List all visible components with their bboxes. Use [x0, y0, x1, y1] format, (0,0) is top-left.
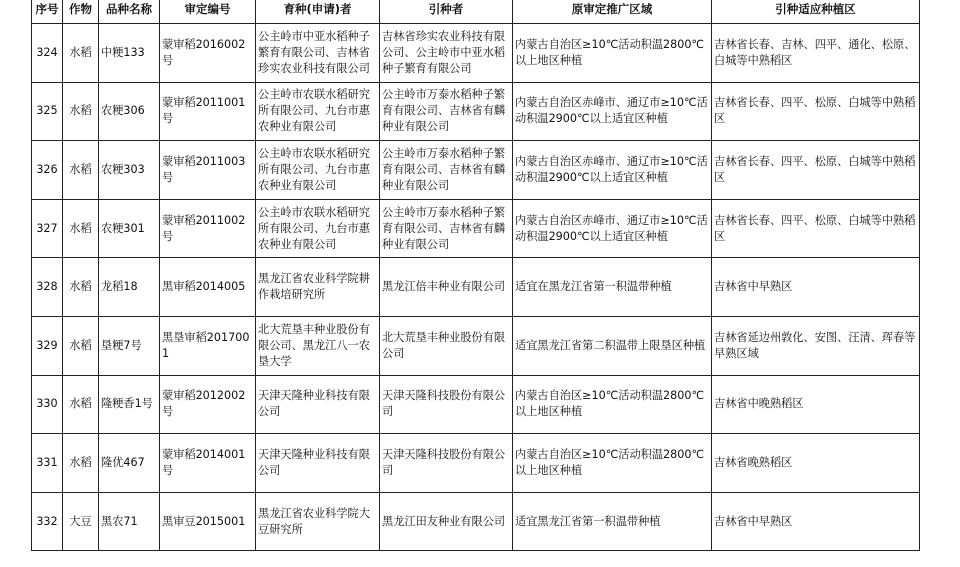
cell-original-region: 内蒙古自治区赤峰市、通辽市≥10℃活动积温2900℃以上适宜区种植	[513, 141, 712, 200]
header-approval: 审定编号	[160, 0, 256, 24]
cell-approval: 蒙审稻2011003号	[160, 141, 256, 200]
cell-adapted-region: 吉林省延边州敦化、安图、汪清、珲春等早熟区域	[712, 316, 920, 375]
cell-introducer: 吉林省珍实农业科技有限公司、公主岭市中亚水稻种子繁育有限公司	[380, 24, 513, 83]
table-row	[32, 434, 920, 493]
cell-crop: 大豆	[63, 492, 99, 551]
header-introducer: 引种者	[380, 0, 513, 24]
table-header-row	[32, 0, 920, 24]
cell-adapted-region: 吉林省长春、四平、松原、白城等中熟稻区	[712, 141, 920, 200]
cell-approval: 蒙审稻2011002号	[160, 199, 256, 258]
cell-introducer: 北大荒垦丰种业股份有限公司	[380, 316, 513, 375]
cell-breeder: 公主岭市中亚水稻种子繁育有限公司、吉林省珍实农业科技有限公司	[256, 24, 380, 83]
cell-crop: 水稻	[63, 316, 99, 375]
cell-original-region: 内蒙古自治区赤峰市、通辽市≥10℃活动积温2900℃以上适宜区种植	[513, 82, 712, 141]
cell-variety: 农粳303	[99, 141, 160, 200]
variety-table	[31, 0, 920, 551]
cell-adapted-region: 吉林省中早熟区	[712, 492, 920, 551]
cell-introducer: 黑龙江田友种业有限公司	[380, 492, 513, 551]
cell-approval: 蒙审稻2012002号	[160, 375, 256, 434]
cell-original-region: 内蒙古自治区≥10℃活动积温2800℃以上地区种植	[513, 24, 712, 83]
cell-variety: 隆优467	[99, 434, 160, 493]
cell-original-region: 内蒙古自治区≥10℃活动积温2800℃以上地区种植	[513, 375, 712, 434]
cell-introducer: 公主岭市万泰水稻种子繁育有限公司、吉林省有麟种业有限公司	[380, 199, 513, 258]
cell-introducer: 公主岭市万泰水稻种子繁育有限公司、吉林省有麟种业有限公司	[380, 141, 513, 200]
cell-crop: 水稻	[63, 141, 99, 200]
table-row	[32, 375, 920, 434]
cell-variety: 农粳306	[99, 82, 160, 141]
header-breeder: 育种(申请)者	[256, 0, 380, 24]
cell-crop: 水稻	[63, 82, 99, 141]
cell-no: 324	[32, 24, 63, 83]
cell-variety: 垦粳7号	[99, 316, 160, 375]
cell-adapted-region: 吉林省晚熟稻区	[712, 434, 920, 493]
cell-adapted-region: 吉林省长春、吉林、四平、通化、松原、白城等中熟稻区	[712, 24, 920, 83]
cell-variety: 龙稻18	[99, 258, 160, 317]
cell-approval: 黑垦审稻2017001	[160, 316, 256, 375]
cell-approval: 蒙审稻2016002号	[160, 24, 256, 83]
cell-variety: 农粳301	[99, 199, 160, 258]
cell-no: 327	[32, 199, 63, 258]
table-row	[32, 258, 920, 317]
cell-breeder: 公主岭市农联水稻研究所有限公司、九台市惠农种业有限公司	[256, 141, 380, 200]
cell-adapted-region: 吉林省中晚熟稻区	[712, 375, 920, 434]
cell-approval: 黑审稻2014005	[160, 258, 256, 317]
cell-introducer: 天津天隆科技股份有限公司	[380, 375, 513, 434]
cell-crop: 水稻	[63, 258, 99, 317]
cell-adapted-region: 吉林省中早熟区	[712, 258, 920, 317]
cell-crop: 水稻	[63, 24, 99, 83]
cell-breeder: 天津天隆种业科技有限公司	[256, 375, 380, 434]
cell-adapted-region: 吉林省长春、四平、松原、白城等中熟稻区	[712, 199, 920, 258]
cell-introducer: 公主岭市万泰水稻种子繁育有限公司、吉林省有麟种业有限公司	[380, 82, 513, 141]
cell-crop: 水稻	[63, 434, 99, 493]
cell-breeder: 北大荒垦丰种业股份有限公司、黑龙江八一农垦大学	[256, 316, 380, 375]
cell-original-region: 适宜黑龙江省第一积温带种植	[513, 492, 712, 551]
cell-breeder: 公主岭市农联水稻研究所有限公司、九台市惠农种业有限公司	[256, 82, 380, 141]
cell-variety: 隆粳香1号	[99, 375, 160, 434]
cell-approval: 黑审豆2015001	[160, 492, 256, 551]
cell-variety: 中粳133	[99, 24, 160, 83]
table-row	[32, 199, 920, 258]
cell-original-region: 适宜在黑龙江省第一积温带种植	[513, 258, 712, 317]
cell-no: 325	[32, 82, 63, 141]
cell-no: 328	[32, 258, 63, 317]
header-no: 序号	[32, 0, 63, 24]
cell-original-region: 内蒙古自治区≥10℃活动积温2800℃以上地区种植	[513, 434, 712, 493]
cell-no: 326	[32, 141, 63, 200]
table-row	[32, 492, 920, 551]
cell-original-region: 适宜黑龙江省第二积温带上限垦区种植	[513, 316, 712, 375]
cell-variety: 黑农71	[99, 492, 160, 551]
cell-no: 329	[32, 316, 63, 375]
cell-approval: 蒙审稻2014001号	[160, 434, 256, 493]
cell-breeder: 黑龙江省农业科学院大豆研究所	[256, 492, 380, 551]
cell-no: 331	[32, 434, 63, 493]
header-original-region: 原审定推广区域	[513, 0, 712, 24]
table-row	[32, 24, 920, 83]
header-crop: 作物	[63, 0, 99, 24]
cell-crop: 水稻	[63, 199, 99, 258]
cell-adapted-region: 吉林省长春、四平、松原、白城等中熟稻区	[712, 82, 920, 141]
cell-breeder: 天津天隆种业科技有限公司	[256, 434, 380, 493]
table-row	[32, 82, 920, 141]
cell-breeder: 公主岭市农联水稻研究所有限公司、九台市惠农种业有限公司	[256, 199, 380, 258]
cell-approval: 蒙审稻2011001号	[160, 82, 256, 141]
header-variety: 品种名称	[99, 0, 160, 24]
cell-introducer: 黑龙江倍丰种业有限公司	[380, 258, 513, 317]
table-row	[32, 316, 920, 375]
cell-no: 330	[32, 375, 63, 434]
cell-introducer: 天津天隆科技股份有限公司	[380, 434, 513, 493]
header-adapted-region: 引种适应种植区	[712, 0, 920, 24]
cell-breeder: 黑龙江省农业科学院耕作栽培研究所	[256, 258, 380, 317]
cell-crop: 水稻	[63, 375, 99, 434]
cell-original-region: 内蒙古自治区赤峰市、通辽市≥10℃活动积温2900℃以上适宜区种植	[513, 199, 712, 258]
table-row	[32, 141, 920, 200]
cell-no: 332	[32, 492, 63, 551]
